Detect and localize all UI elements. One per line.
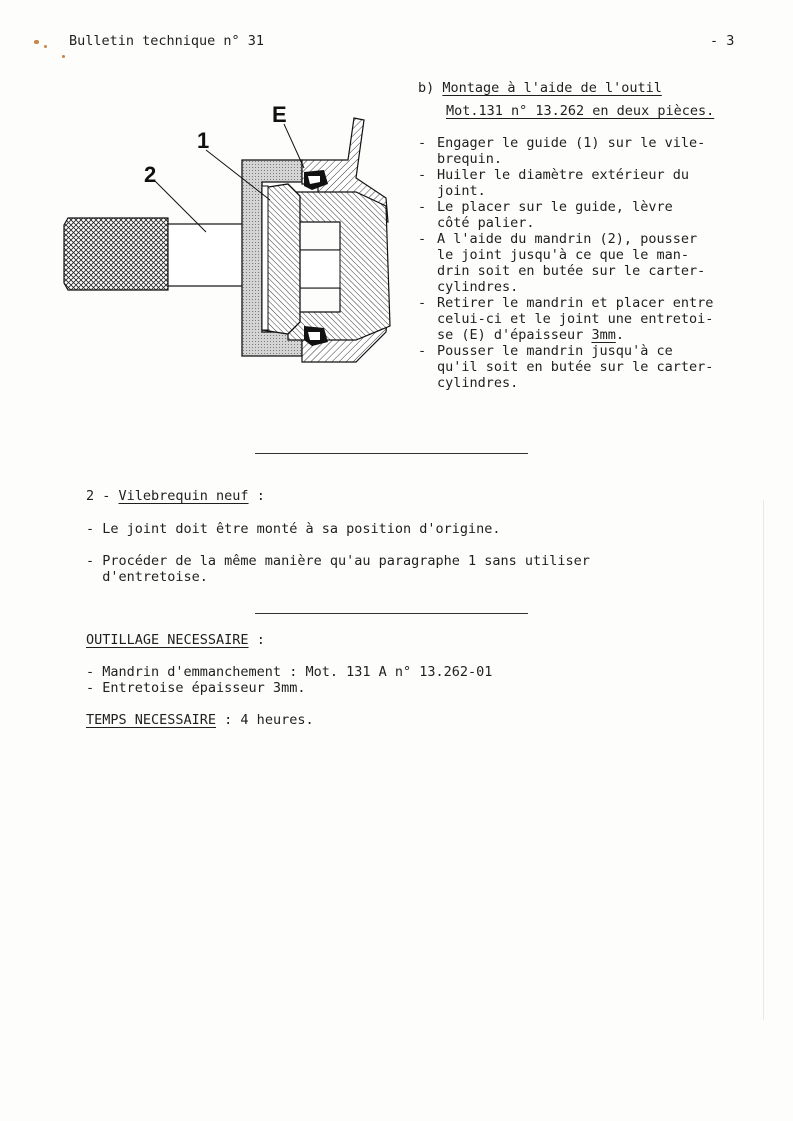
- section-b-title: [418, 80, 662, 96]
- section-b-prefix: b): [418, 80, 443, 96]
- section-b-title-line1: Montage à l'aide de l'outil: [442, 80, 662, 96]
- list-item: - Engager le guide (1) sur le vile- brequin.: [418, 135, 706, 167]
- guide-part: [262, 184, 300, 334]
- procedure-steps: [418, 135, 768, 391]
- list-item: - A l'aide du mandrin (2), pousser le joint jusqu'à ce que le man- drin soit en butée sur le carter- cylindres.: [418, 231, 706, 295]
- scan-artifact-line: [763, 500, 764, 1020]
- label-1: 1: [197, 128, 210, 153]
- section-b-title-line2: Mot.131 n° 13.262 en deux pièces.: [446, 103, 715, 119]
- crankshaft-end: [288, 192, 390, 340]
- time-label: TEMPS NECESSAIRE: [86, 712, 217, 728]
- seal-installation-diagram: [56, 100, 416, 400]
- section-2-heading: 2 - Vilebrequin neuf :: [86, 488, 265, 504]
- tools-heading: OUTILLAGE NECESSAIRE :: [86, 632, 265, 648]
- section-2-title: Vilebrequin neuf: [118, 488, 249, 504]
- ink-smudge: [62, 55, 65, 58]
- divider: [255, 453, 528, 454]
- mandrel-handle: [64, 218, 244, 290]
- time-required: [86, 712, 314, 728]
- list-item: - Mandrin d'emmanchement : Mot. 131 A n° 13.262-01: [86, 664, 493, 680]
- label-e: E: [272, 102, 287, 127]
- bulletin-title: Bulletin technique n° 31: [69, 33, 265, 49]
- ink-smudge: [44, 45, 47, 48]
- section-2-item: - Le joint doit être monté à sa position d'origine.: [86, 521, 501, 537]
- time-value: : 4 heures.: [216, 712, 314, 728]
- page-number: - 3: [710, 33, 735, 49]
- list-item: - Pousser le mandrin jusqu'à ce qu'il soit en butée sur le carter- cylindres.: [418, 343, 714, 391]
- section-2-item: - Procéder de la même manière qu'au paragraphe 1 sans utiliser d'entretoise.: [86, 553, 590, 585]
- label-2: 2: [144, 162, 157, 187]
- list-item: - Entretoise épaisseur 3mm.: [86, 680, 306, 696]
- list-item: - Le placer sur le guide, lèvre côté palier.: [418, 199, 673, 231]
- list-item: - Huiler le diamètre extérieur du joint.: [418, 167, 689, 199]
- divider: [255, 613, 528, 614]
- ink-smudge: [34, 40, 39, 44]
- tools-list: [86, 664, 492, 696]
- list-item: - Retirer le mandrin et placer entre celui-ci et le joint une entretoi- se (E) d'épaisseur 3mm.: [418, 295, 714, 343]
